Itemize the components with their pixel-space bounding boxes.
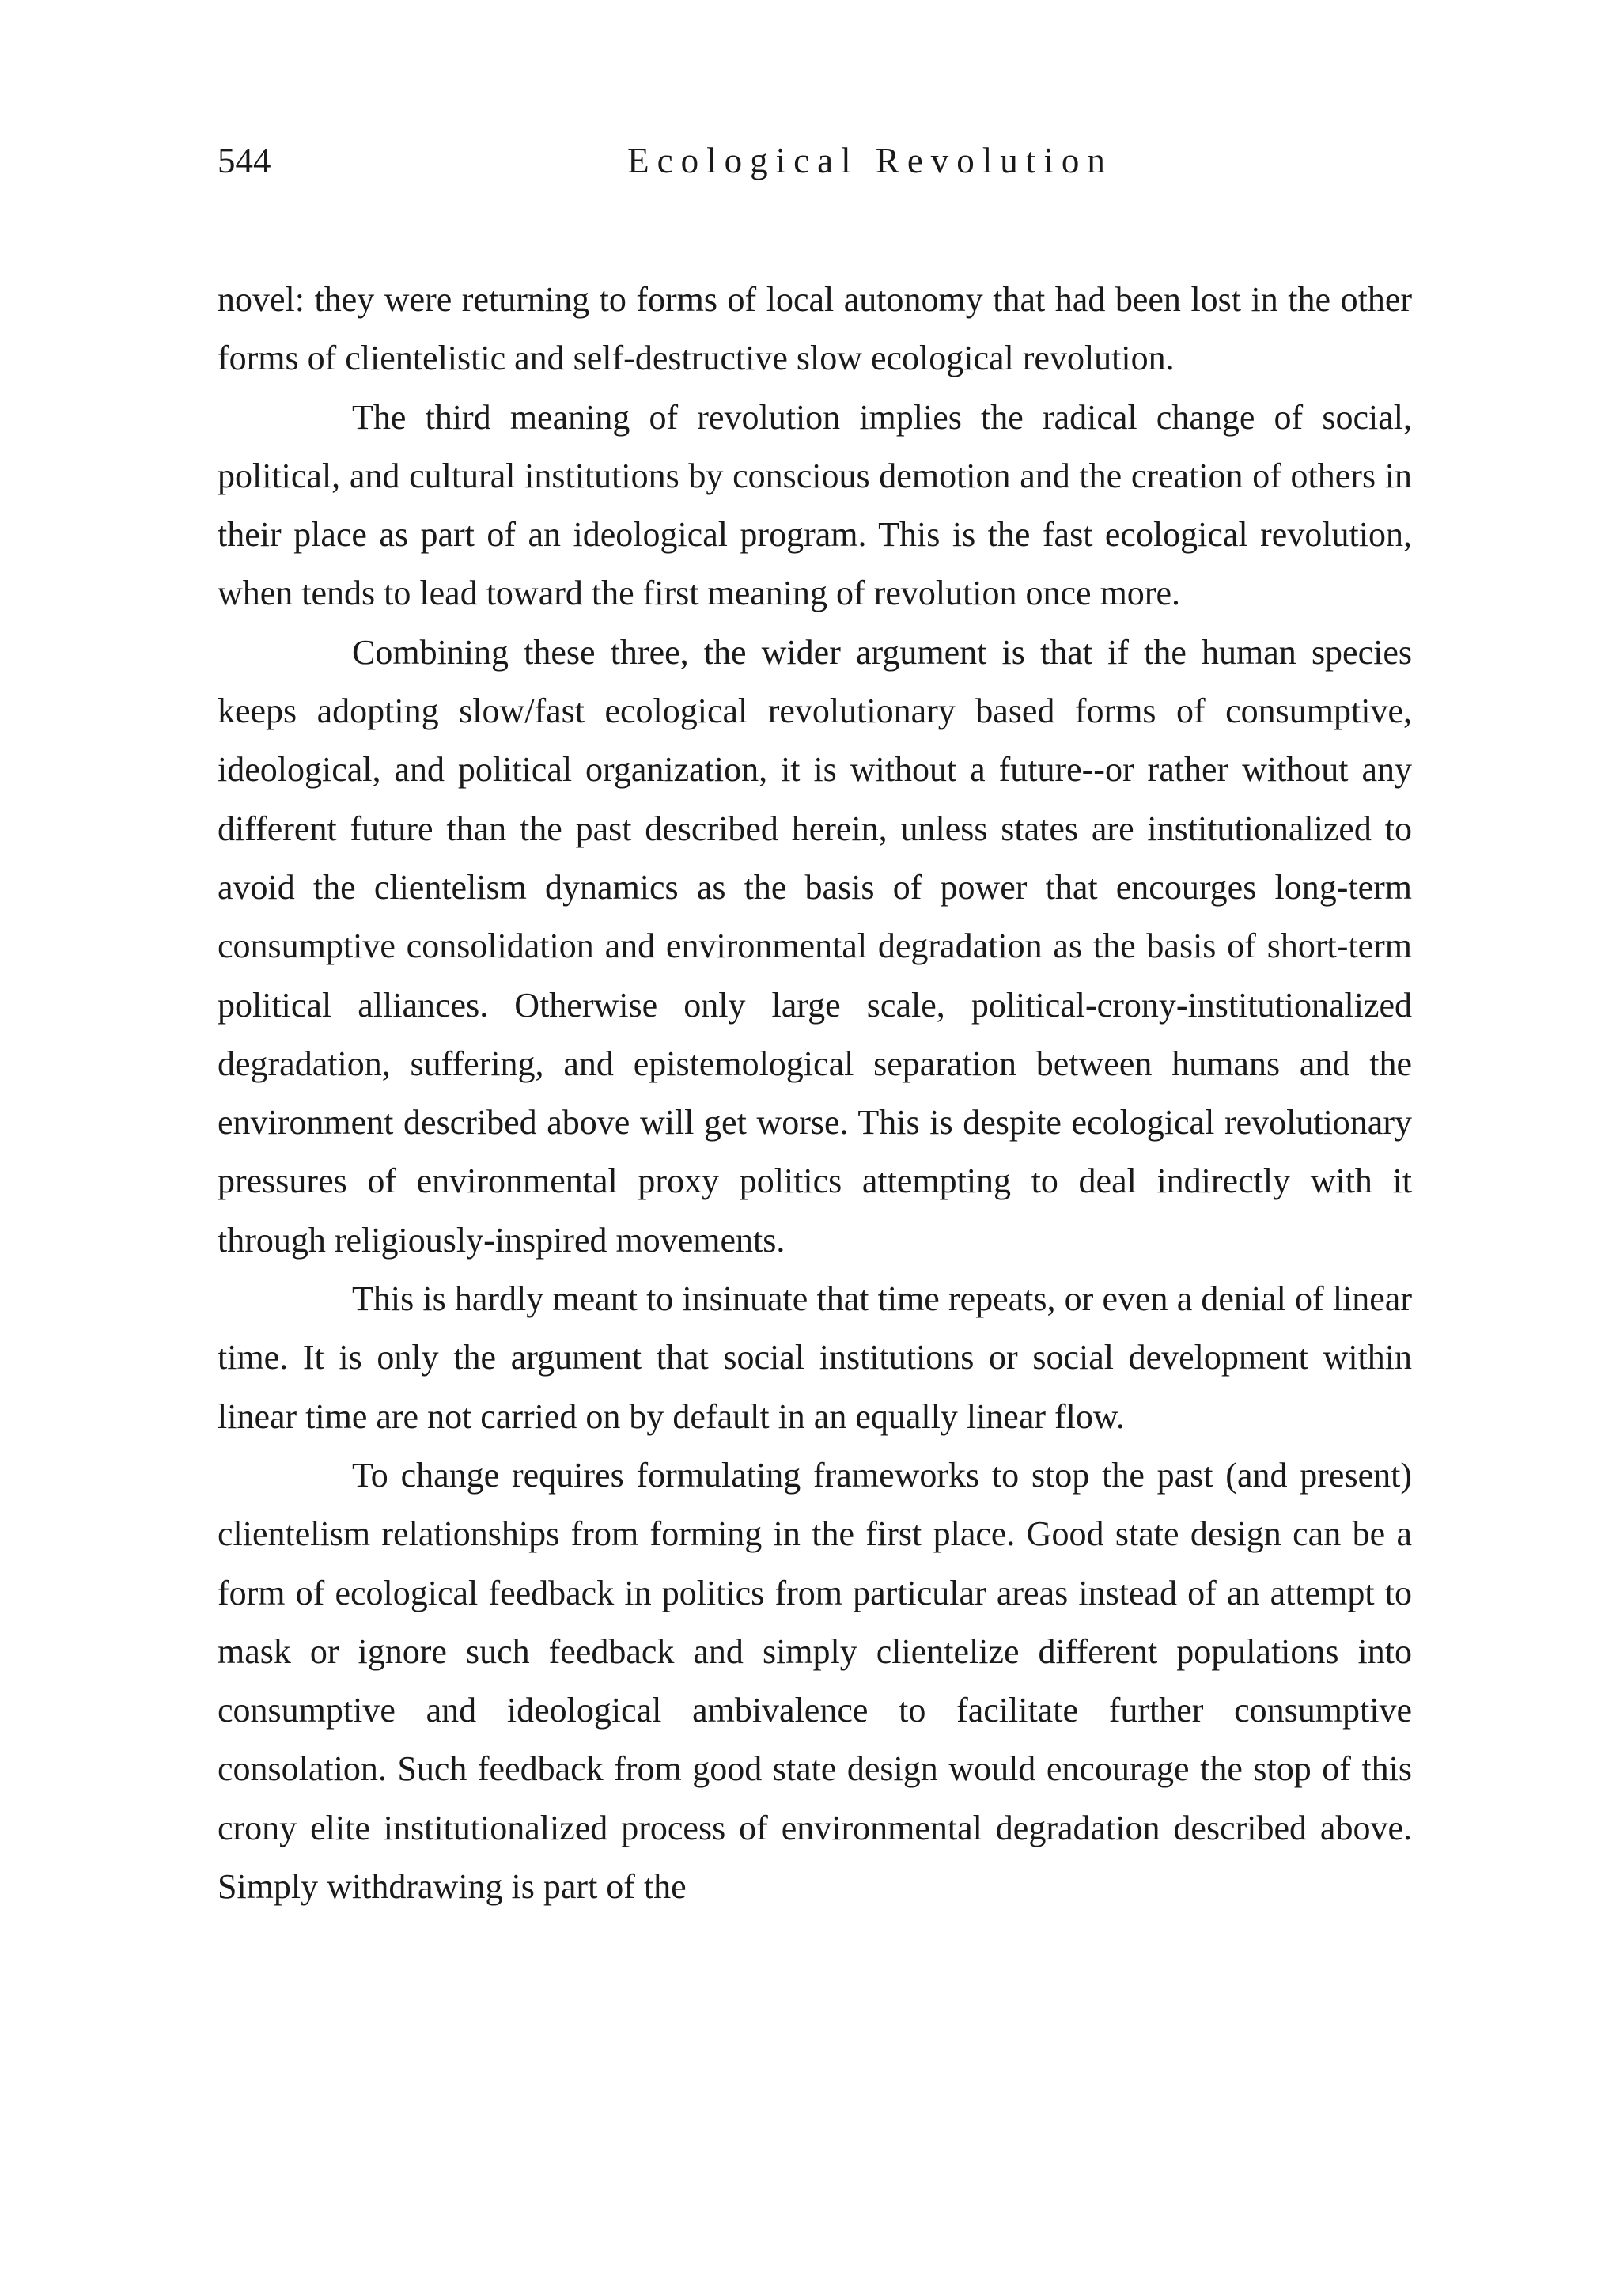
running-title: Ecological Revolution	[627, 141, 1113, 180]
paragraph-continued: novel: they were returning to forms of local autonomy that had been lost in the other forms of clientelistic and self-destructive slow ecological revolution.	[218, 280, 1412, 378]
body-text	[218, 271, 1412, 1916]
paragraph-to-change: To change requires formulating frameworks to stop the past (and present) clientelism relationships from forming in the first place. Good state design can be a form of ecological feedback in politics from particular areas instead of an attempt to mask or ignore such feedback and simply clientelize different populations into consumptive and ideological ambivalence to facilitate further consumptive consolation. Such feedback from good state design would encourage the stop of this crony elite institutionalized process of environmental degradation described above. Simply withdrawing is part of the	[218, 1455, 1412, 1907]
paragraph-combining: Combining these three, the wider argument is that if the human species keeps adopting slow/fast ecological revolutionary based forms of consumptive, ideological, and political organization, it is without a future--or rather without any different future than the past described herein, unless states are institutionalized to avoid the clientelism dynamics as the basis of power that encourges long-term consumptive consolidation and environmental degradation as the basis of short-term political alliances. Otherwise only large scale, political-crony-institutionalized degradation, suffering, and epistemological separation between humans and the environment described above will get worse. This is despite ecological revolutionary pressures of environmental proxy politics attempting to deal indirectly with it through religiously-inspired movements.	[218, 632, 1412, 1260]
paragraph-linear-time: This is hardly meant to insinuate that time repeats, or even a denial of linear time. It is only the argument that social institutions or social development within linear time are not carried on by default in an equally linear flow.	[218, 1279, 1412, 1436]
paragraph-third-meaning: The third meaning of revolution implies the radical change of social, political, and cultural institutions by conscious demotion and the creation of others in their place as part of an ideological program. This is the fast ecological revolution, when tends to lead toward the first meaning of revolution once more.	[218, 397, 1412, 613]
page-number: 544	[218, 141, 271, 180]
running-head	[218, 133, 1412, 188]
